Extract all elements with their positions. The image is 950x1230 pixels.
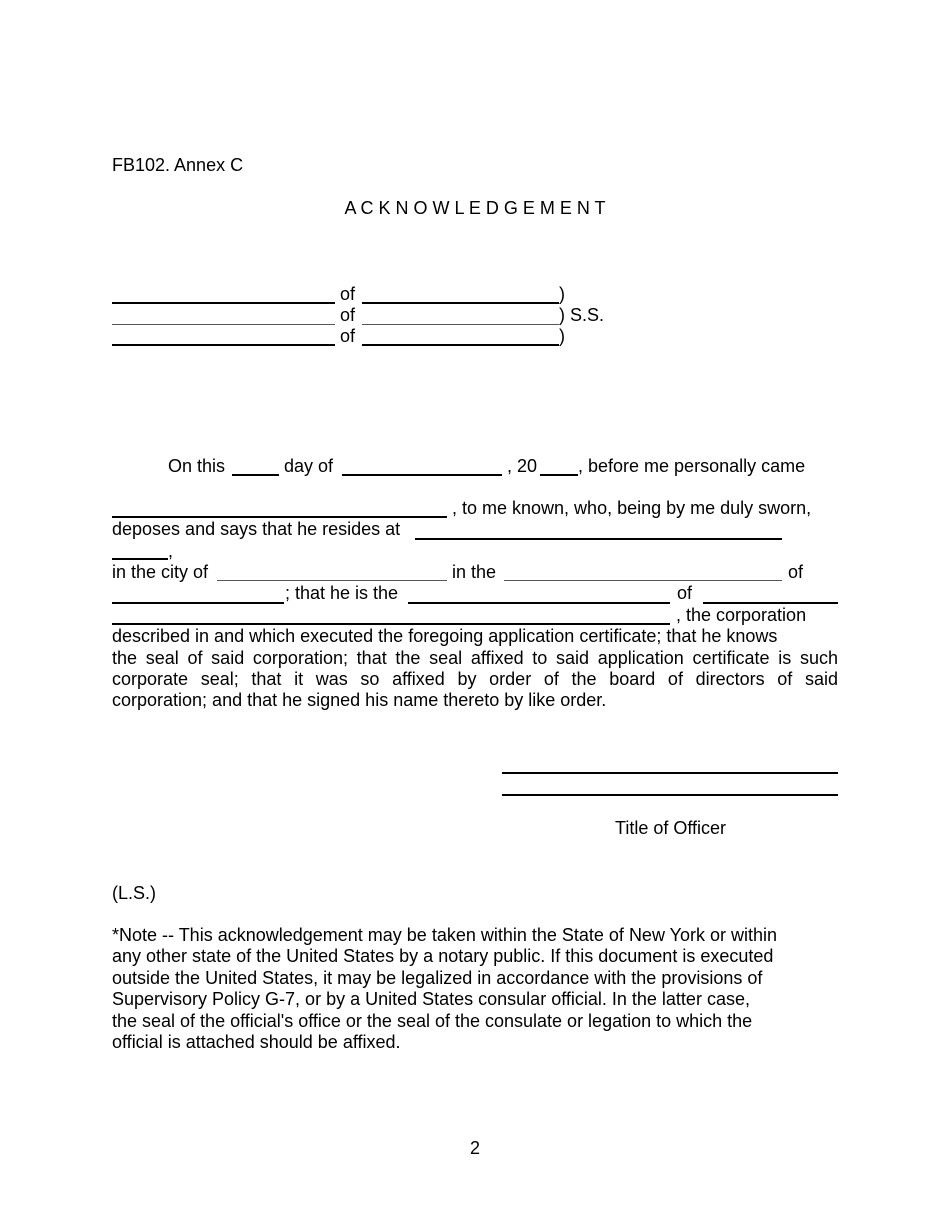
note-line: *Note -- This acknowledgement may be taken within the State of New York or within — [112, 925, 778, 945]
note-line: any other state of the United States by a notary public. If this document is executed — [112, 946, 774, 967]
of-text-officer: of — [677, 583, 693, 603]
corp-line-1[interactable] — [703, 602, 838, 604]
officer-title-line[interactable] — [408, 602, 670, 604]
county-line[interactable] — [504, 580, 782, 581]
note-line: outside the United States, it may be legalized in accordance with the provisions of — [112, 967, 763, 988]
day-line[interactable] — [232, 474, 279, 476]
year-line[interactable] — [540, 474, 578, 476]
note-line: the seal of the official's office or the seal of the consulate or legation to which the — [112, 1010, 753, 1031]
to-me-known-text: , to me known, who, being by me duly sworn, — [452, 498, 812, 518]
venue-person-line-2[interactable] — [112, 324, 335, 325]
venue-person-line-1[interactable] — [112, 302, 335, 304]
venue-paren-3: ) — [559, 326, 565, 346]
that-he-is-text: ; that he is the — [285, 583, 399, 603]
para-line-2: the seal of said corporation; that the seal affixed to said application certificate is such — [112, 648, 838, 668]
comma-text: , — [168, 541, 174, 561]
note-line: official is attached should be affixed. — [112, 1032, 401, 1053]
deposes-text: deposes and says that he resides at — [112, 519, 401, 539]
in-city-of-text: in the city of — [112, 562, 209, 582]
in-the-text: in the — [452, 562, 497, 582]
state-line[interactable] — [112, 602, 284, 604]
person-name-line[interactable] — [112, 516, 447, 518]
ls-label: (L.S.) — [112, 883, 157, 903]
on-this-text: On this — [168, 456, 226, 476]
before-me-text: , before me personally came — [578, 456, 806, 476]
month-line[interactable] — [342, 474, 502, 476]
note-line: Supervisory Policy G-7, or by a United States consular official. In the latter case, — [112, 989, 750, 1010]
officer-title-signature-line[interactable] — [502, 794, 838, 796]
year-prefix-text: , 20 — [507, 456, 538, 476]
venue-place-line-3[interactable] — [362, 344, 559, 346]
signature-line[interactable] — [502, 772, 838, 774]
note-paragraph — [112, 925, 838, 1053]
para-line-1: described in and which executed the foregoing application certificate; that he knows — [112, 626, 778, 646]
para-line-4: corporation; and that he signed his name thereto by like order. — [112, 690, 607, 710]
residence-line-cont[interactable] — [112, 558, 168, 560]
page-number: 2 — [469, 1138, 480, 1158]
of-text-city: of — [788, 562, 804, 582]
city-line[interactable] — [217, 580, 447, 581]
venue-of-1: of — [340, 284, 356, 304]
venue-of-3: of — [340, 326, 356, 346]
form-id: FB102. Annex C — [112, 155, 244, 175]
title-of-officer-label: Title of Officer — [615, 818, 727, 838]
the-corporation-text: , the corporation — [676, 605, 807, 625]
venue-place-line-1[interactable] — [362, 302, 559, 304]
venue-of-2: of — [340, 305, 356, 325]
residence-line[interactable] — [415, 538, 782, 540]
page-title: A C K N O W L E D G E M E N T — [344, 198, 606, 218]
venue-ss-label: ) S.S. — [559, 305, 605, 325]
venue-place-line-2[interactable] — [362, 324, 559, 325]
venue-paren-1: ) — [559, 284, 565, 304]
day-of-text: day of — [284, 456, 334, 476]
para-line-3: corporate seal; that it was so affixed by order of the board of directors of said — [112, 669, 838, 689]
corp-line-2[interactable] — [112, 623, 670, 625]
venue-person-line-3[interactable] — [112, 344, 335, 346]
